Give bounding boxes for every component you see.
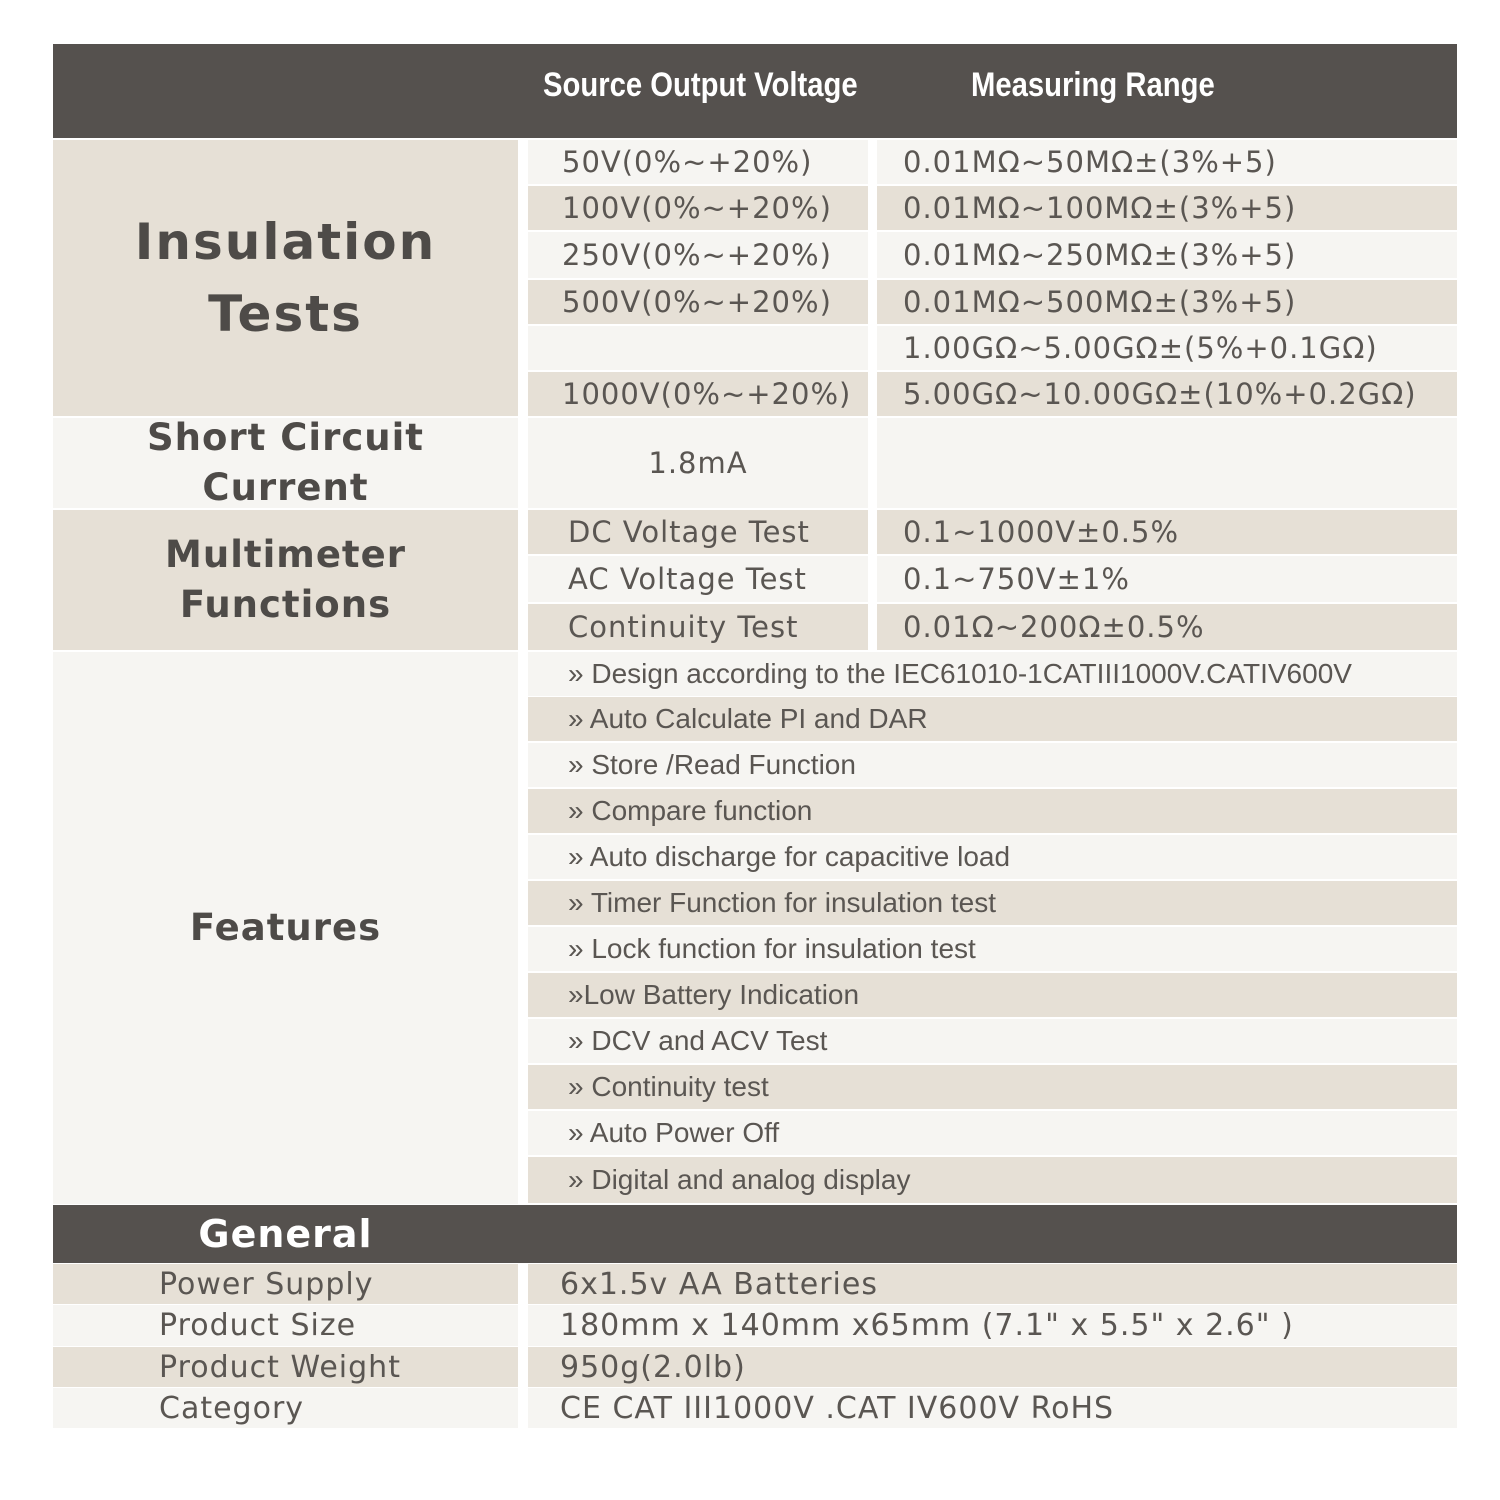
column-header-source-voltage: Source Output Voltage xyxy=(543,66,858,104)
insulation-range-cell: 0.01MΩ~50MΩ±(3%+5) xyxy=(877,140,1457,184)
insulation-range-cell: 1.00GΩ~5.00GΩ±(5%+0.1GΩ) xyxy=(877,326,1457,370)
feature-item: » Auto discharge for capacitive load xyxy=(528,835,1457,879)
feature-item: » Timer Function for insulation test xyxy=(528,881,1457,925)
general-title: General xyxy=(198,1212,373,1256)
insulation-range-cell: 0.01MΩ~500MΩ±(3%+5) xyxy=(877,280,1457,324)
feature-item: » Store /Read Function xyxy=(528,743,1457,787)
general-value-cell: CE CAT III1000V .CAT IV600V RoHS xyxy=(528,1388,1457,1428)
feature-item: » Design according to the IEC61010-1CATIII1000V.CATIV600V xyxy=(528,652,1457,696)
insulation-label-line1: Insulation xyxy=(134,213,437,271)
feature-item: » DCV and ACV Test xyxy=(528,1019,1457,1063)
general-label-cell: Category xyxy=(53,1388,518,1428)
feature-item: » Digital and analog display xyxy=(528,1157,1457,1203)
multimeter-test-cell: Continuity Test xyxy=(528,604,868,650)
feature-item: » Lock function for insulation test xyxy=(528,927,1457,971)
insulation-tests-label xyxy=(53,140,518,416)
general-label-cell: Power Supply xyxy=(53,1264,518,1304)
general-value-cell: 180mm x 140mm x65mm (7.1" x 5.5" x 2.6" ) xyxy=(528,1305,1457,1346)
multimeter-range-cell: 0.1~1000V±0.5% xyxy=(877,510,1457,554)
features-label-text: Features xyxy=(189,906,382,949)
insulation-label-line2: Tests xyxy=(208,285,363,343)
multimeter-test-cell: DC Voltage Test xyxy=(528,510,868,554)
short-circuit-label xyxy=(53,418,518,508)
multimeter-range-cell: 0.1~750V±1% xyxy=(877,556,1457,602)
multimeter-test-cell: AC Voltage Test xyxy=(528,556,868,602)
insulation-voltage-cell: 100V(0%~+20%) xyxy=(528,186,868,230)
insulation-voltage-cell xyxy=(528,326,868,370)
insulation-voltage-cell: 50V(0%~+20%) xyxy=(528,140,868,184)
feature-item: » Compare function xyxy=(528,789,1457,833)
insulation-voltage-cell: 1000V(0%~+20%) xyxy=(528,372,868,416)
multimeter-functions-label xyxy=(53,510,518,650)
general-label-cell: Product Weight xyxy=(53,1347,518,1387)
feature-item: » Auto Power Off xyxy=(528,1111,1457,1155)
feature-item: »Low Battery Indication xyxy=(528,973,1457,1017)
short-circuit-label-line2: Current xyxy=(202,466,369,509)
column-header-measuring-range: Measuring Range xyxy=(971,66,1215,104)
insulation-voltage-cell: 250V(0%~+20%) xyxy=(528,232,868,278)
general-label-cell: Product Size xyxy=(53,1305,518,1346)
short-circuit-label-line1: Short Circuit xyxy=(147,416,424,459)
insulation-range-cell: 0.01MΩ~100MΩ±(3%+5) xyxy=(877,186,1457,230)
multimeter-label-line2: Functions xyxy=(179,583,392,626)
short-circuit-range-cell xyxy=(877,418,1457,508)
insulation-range-cell: 5.00GΩ~10.00GΩ±(10%+0.2GΩ) xyxy=(877,372,1457,416)
short-circuit-value: 1.8mA xyxy=(528,418,868,508)
insulation-range-cell: 0.01MΩ~250MΩ±(3%+5) xyxy=(877,232,1457,278)
feature-item: » Auto Calculate PI and DAR xyxy=(528,697,1457,741)
insulation-voltage-cell: 500V(0%~+20%) xyxy=(528,280,868,324)
multimeter-label-line1: Multimeter xyxy=(165,533,406,576)
features-label xyxy=(53,652,518,1204)
general-value-cell: 6x1.5v AA Batteries xyxy=(528,1264,1457,1304)
feature-item: » Continuity test xyxy=(528,1065,1457,1109)
general-value-cell: 950g(2.0lb) xyxy=(528,1347,1457,1387)
multimeter-range-cell: 0.01Ω~200Ω±0.5% xyxy=(877,604,1457,650)
